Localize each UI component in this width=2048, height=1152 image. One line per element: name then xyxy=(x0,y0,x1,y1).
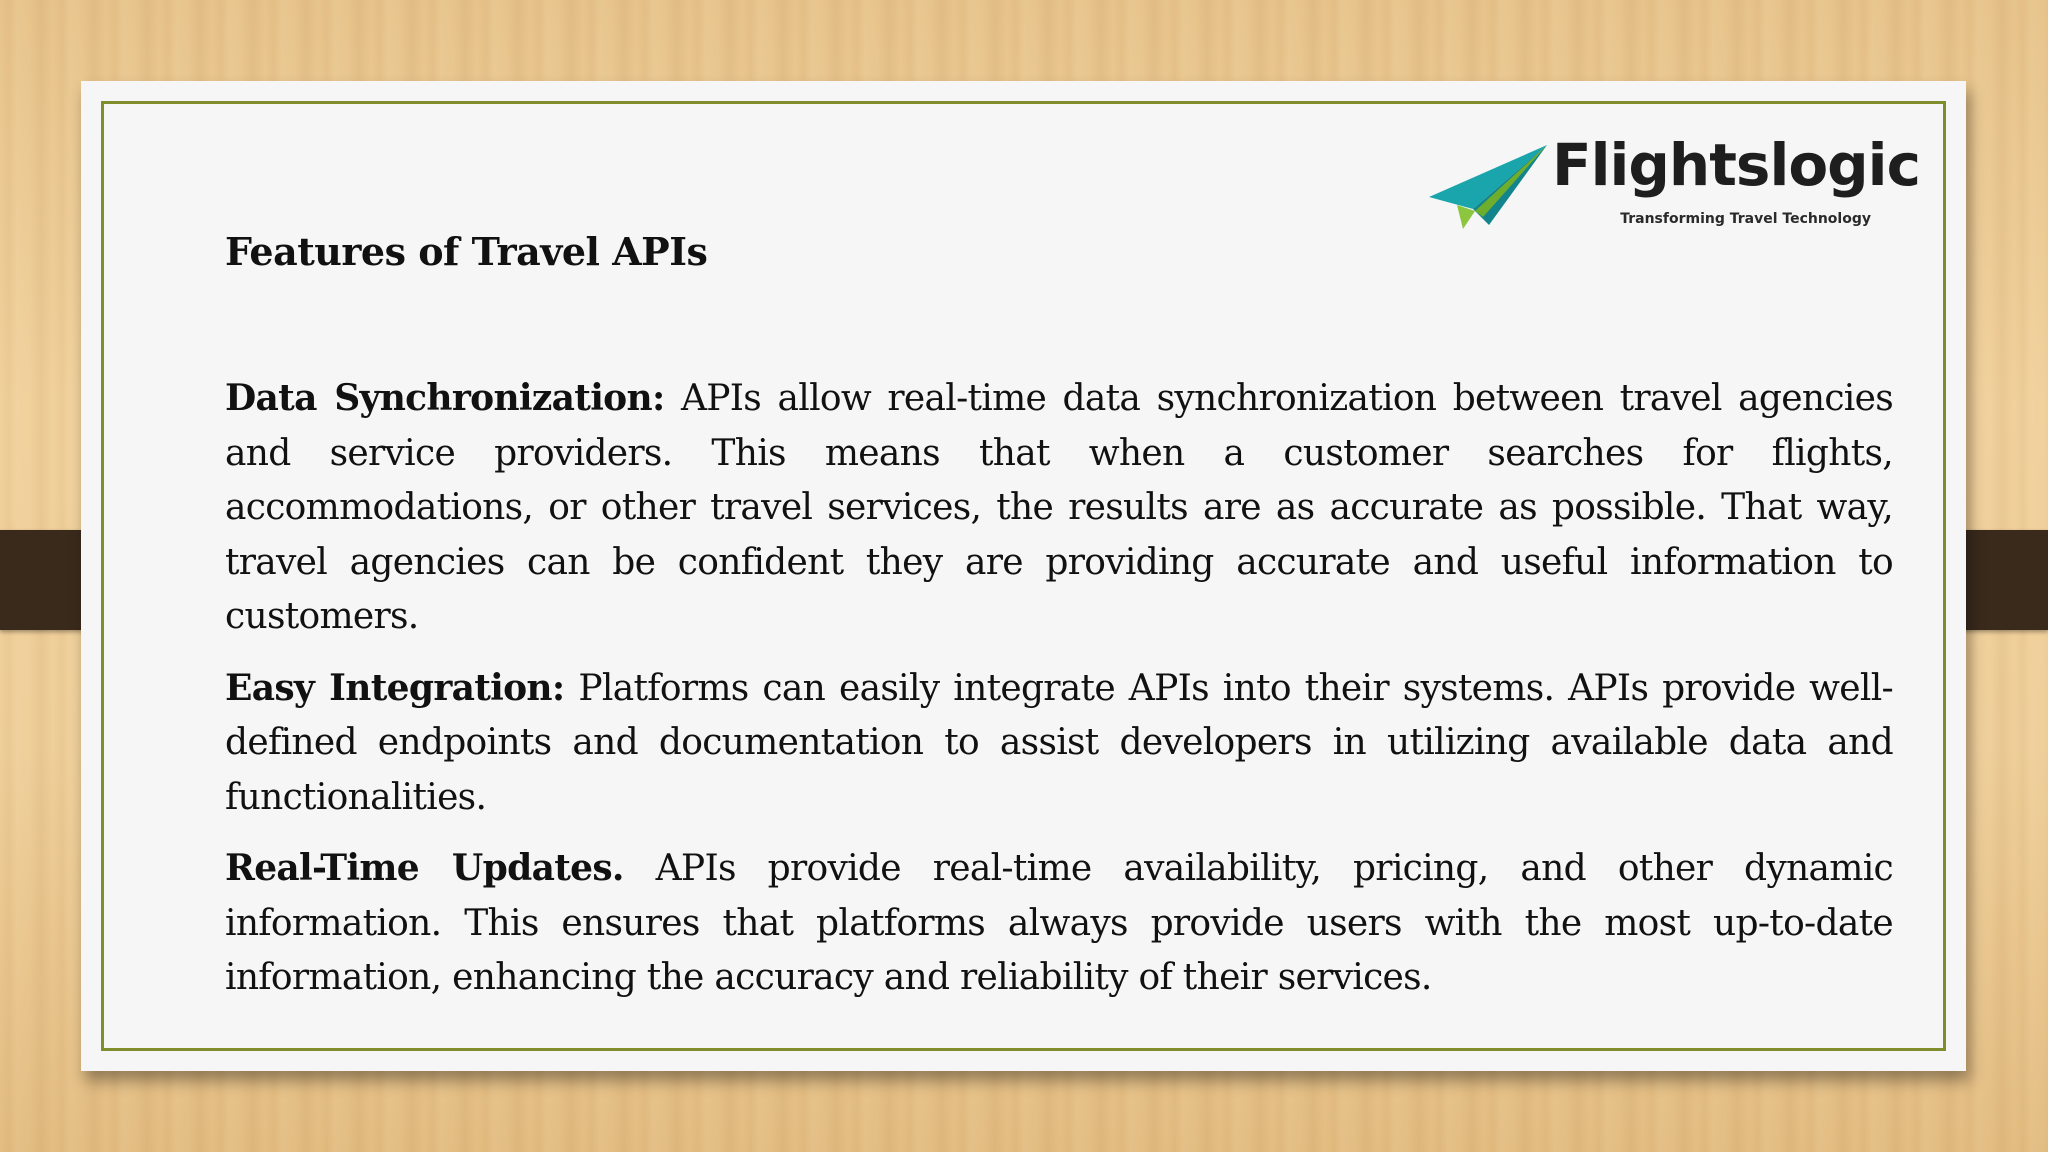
feature-paragraph-data-sync xyxy=(225,371,1893,645)
slide-title: Features of Travel APIs xyxy=(225,229,708,274)
feature-term: Data Synchronization: xyxy=(225,377,665,419)
logo-wordmark: Flightslogic xyxy=(1552,131,1920,199)
flightslogic-logo xyxy=(1427,131,1920,247)
feature-text: Platforms can easily integrate APIs into their systems. APIs provide well-defined endpoints and documentation to assist developers in utilizing available data and functionalities. xyxy=(225,667,1893,818)
feature-paragraph-easy-integration xyxy=(225,661,1893,826)
feature-text: APIs provide real-time availability, pricing, and other dynamic information. This ensures that platforms always provide users with the most up-to-date information, enhancing the accuracy and reliability of their services. xyxy=(225,848,1893,998)
feature-list xyxy=(225,371,1893,1022)
feature-term: Easy Integration: xyxy=(225,666,565,709)
slide-card xyxy=(81,81,1966,1071)
feature-text: APIs allow real-time data synchronization between travel agencies and service providers. This means that when a customer searches for flights, accommodations, or other travel services, the results are as accurate as possible. That way, travel agencies can be confident they are providing accurate and useful information to customers. xyxy=(225,378,1893,637)
paper-plane-icon xyxy=(1427,145,1549,231)
feature-paragraph-real-time-updates xyxy=(225,841,1893,1006)
feature-term: Real-Time Updates. xyxy=(225,847,624,889)
logo-tagline: Transforming Travel Technology xyxy=(1620,211,1871,227)
